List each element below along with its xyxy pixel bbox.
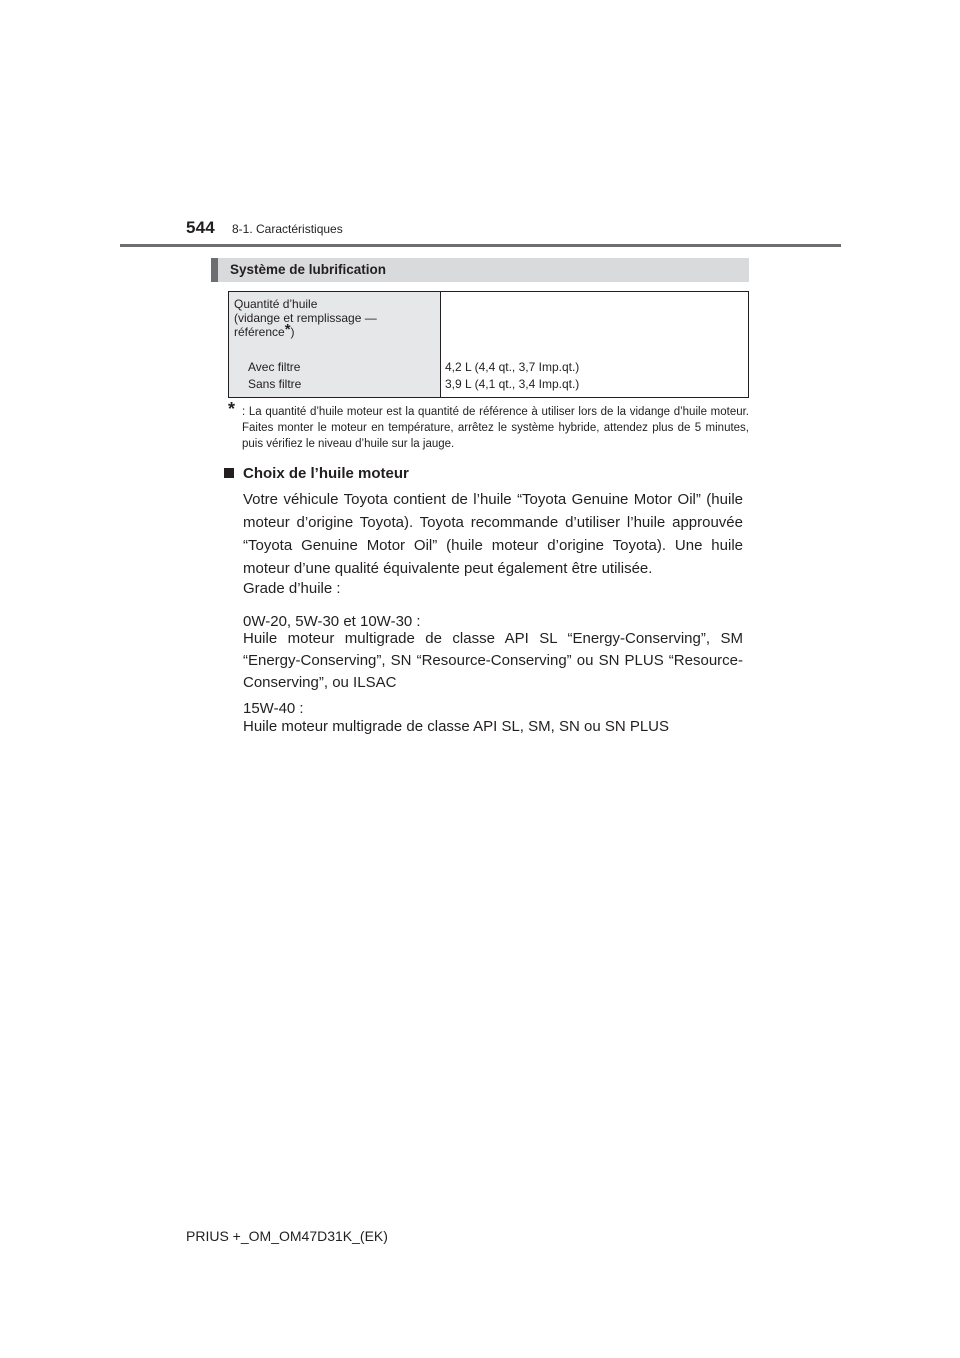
- subsection-heading: [224, 465, 409, 482]
- grade-viscosity: 0W-20, 5W-30 et 10W-30 :: [243, 613, 421, 630]
- grade-label: Grade d’huile :: [243, 580, 341, 597]
- page-number: 544: [186, 218, 215, 237]
- spec-table: [228, 291, 749, 398]
- footer-code: PRIUS +_OM_OM47D31K_(EK): [186, 1228, 388, 1244]
- spec-heading-reference: référence: [234, 325, 285, 339]
- breadcrumb: 8-1. Caractéristiques: [232, 222, 343, 236]
- section-title: Système de lubrification: [230, 262, 387, 277]
- section-header-bar: [211, 258, 749, 282]
- spec-row-value: 4,2 L (4,4 qt., 3,7 Imp.qt.): [445, 360, 580, 374]
- spec-row-value: 3,9 L (4,1 qt., 3,4 Imp.qt.): [445, 377, 580, 391]
- square-bullet-icon: [224, 468, 234, 478]
- spec-heading: [234, 297, 434, 339]
- spec-label-column: [229, 292, 441, 397]
- header-rule: [120, 244, 841, 247]
- spec-heading-line: (vidange et remplissage —: [234, 311, 377, 325]
- grade-viscosity: 15W-40 :: [243, 700, 304, 717]
- spec-heading-line: Quantité d’huile: [234, 297, 318, 311]
- grade-description: Huile moteur multigrade de classe API SL, SM, SN ou SN PLUS: [243, 718, 670, 735]
- spec-value-column: [441, 292, 748, 397]
- spec-row-label: Avec filtre: [248, 360, 301, 374]
- subsection-title: Choix de l’huile moteur: [243, 465, 409, 482]
- footnote-marker: *: [284, 321, 291, 338]
- footnote-text: : La quantité d’huile moteur est la quantité de référence à utiliser lors de la vidange d’huile moteur. Faites monter le moteur en température, arrêtez le système hybride, attendez plus de 5 minutes, puis vérifiez le niveau d’huile sur la jauge.: [242, 406, 749, 450]
- spec-heading-close: ): [290, 325, 295, 339]
- spec-heading-line: [234, 321, 434, 339]
- grade-description: Huile moteur multigrade de classe API SL “Energy-Conserving”, SM “Energy-Conserving”, SN “Resource-Conserving” ou SN PLUS “Resource-Conserving”, ou ILSAC: [243, 630, 743, 691]
- footnote: [228, 399, 749, 452]
- spec-row-label: Sans filtre: [248, 377, 302, 391]
- intro-paragraph: Votre véhicule Toyota contient de l’huile “Toyota Genuine Motor Oil” (huile moteur d’origine Toyota). Toyota recommande d’utiliser l’huile approuvée “Toyota Genuine Motor Oil” (huile moteur d’origine Toyota). Une huile moteur d’une qualité équivalente peut également être utilisée.: [243, 491, 743, 577]
- footnote-marker: *: [228, 399, 236, 419]
